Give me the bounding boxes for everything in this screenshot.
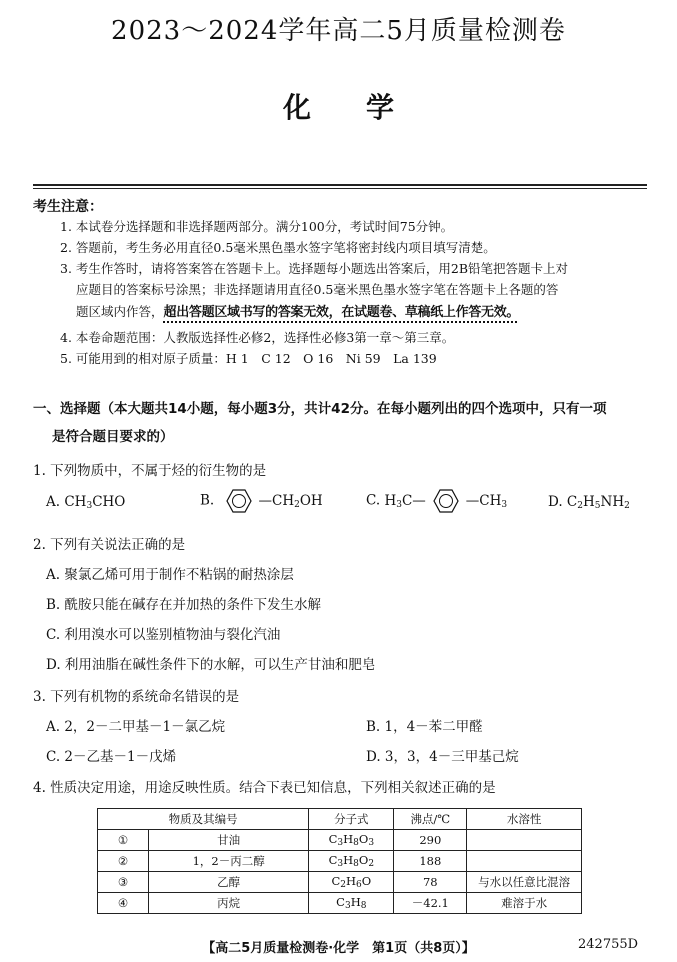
table-cell: $C_3H_8O_2$	[309, 851, 394, 872]
q1-option-c: C. $H_3C—$ $—CH_3$	[366, 486, 507, 516]
q1-option-d: D. $C_2H_5NH_2$	[548, 494, 630, 511]
q3-option-b: B. 1，4－苯二甲醛	[366, 719, 483, 735]
table-header: 水溶性	[467, 809, 582, 830]
table-cell: $C_2H_6O$	[309, 872, 394, 893]
table-row	[98, 872, 582, 893]
table-cell: 难溶于水	[467, 893, 582, 914]
table-cell: 290	[394, 830, 467, 851]
exam-title: 2023～2024学年高二5月质量检测卷	[111, 16, 566, 46]
table-row	[98, 893, 582, 914]
q1-option-a: A. $CH_3CHO$	[46, 494, 126, 511]
notice-item: 1. 本试卷分选择题和非选择题两部分。满分100分，考试时间75分钟。	[60, 219, 454, 234]
question-2-stem: 2. 下列有关说法正确的是	[33, 537, 186, 553]
table-cell: ①	[98, 830, 149, 851]
properties-table	[97, 808, 582, 914]
table-cell: ③	[98, 872, 149, 893]
table-cell: ②	[98, 851, 149, 872]
table-header: 沸点/℃	[394, 809, 467, 830]
q3-option-d: D. 3，3，4－三甲基己烷	[366, 749, 519, 765]
table-header-row	[98, 809, 582, 830]
notice-item: 2. 答题前，考生务必用直径0.5毫米黑色墨水签字笔将密封线内项目填写清楚。	[60, 240, 496, 255]
question-1-stem: 1. 下列物质中，不属于烃的衍生物的是	[33, 463, 267, 479]
table-row	[98, 851, 582, 872]
q3-option-a: A. 2，2－二甲基－1－氯乙烷	[46, 719, 226, 735]
section-heading: 一、选择题（本大题共14小题，每小题3分，共计42分。在每小题列出的四个选项中，只有一项	[33, 401, 607, 417]
table-header: 物质及其编号	[98, 809, 309, 830]
notice-item	[76, 301, 666, 323]
table-cell	[467, 851, 582, 872]
notice-item: 3. 考生作答时，请将答案答在答题卡上。选择题每小题选出答案后，用2B铅笔把答题卡上对	[60, 261, 569, 276]
notice-heading: 考生注意：	[33, 199, 103, 215]
q2-option-c: C. 利用溴水可以鉴别植物油与裂化汽油	[46, 627, 281, 643]
table-cell: 188	[394, 851, 467, 872]
divider-thin	[33, 188, 647, 189]
notice-item-text: 题区域内作答，	[76, 304, 164, 319]
question-3-stem: 3. 下列有机物的系统命名错误的是	[33, 689, 240, 705]
question-4-stem: 4. 性质决定用途，用途反映性质。结合下表已知信息，下列相关叙述正确的是	[33, 780, 496, 796]
benzene-ring-icon	[426, 486, 466, 516]
subject-title: 化学	[282, 91, 449, 124]
q2-option-a: A. 聚氯乙烯可用于制作不粘锅的耐热涂层	[46, 567, 294, 583]
table-cell: 78	[394, 872, 467, 893]
q1-option-b: B. $—CH_2OH$	[200, 486, 323, 516]
q2-option-b: B. 酰胺只能在碱存在并加热的条件下发生水解	[46, 597, 322, 613]
notice-item: 应题目的答案标号涂黑；非选择题请用直径0.5毫米黑色墨水签字笔在答题卡上各题的答	[76, 282, 559, 297]
section-heading-cont: 是符合题目要求的）	[52, 429, 174, 445]
notice-item: 5. 可能用到的相对原子质量：H 1 C 12 O 16 Ni 59 La 139	[60, 351, 437, 366]
exam-code: 242755D	[578, 937, 639, 952]
table-cell: 丙烷	[149, 893, 309, 914]
notice-item: 4. 本卷命题范围：人教版选择性必修2，选择性必修3第一章～第三章。	[60, 330, 455, 345]
table-cell	[467, 830, 582, 851]
table-row	[98, 830, 582, 851]
q2-option-d: D. 利用油脂在碱性条件下的水解，可以生产甘油和肥皂	[46, 657, 376, 673]
table-header: 分子式	[309, 809, 394, 830]
table-cell: －42.1	[394, 893, 467, 914]
q3-option-c: C. 2－乙基－1－戊烯	[46, 749, 177, 765]
table-cell: 甘油	[149, 830, 309, 851]
table-cell: 1，2－丙二醇	[149, 851, 309, 872]
table-cell: ④	[98, 893, 149, 914]
notice-emphasis: 超出答题区域书写的答案无效，在试题卷、草稿纸上作答无效。	[163, 305, 520, 320]
table-cell: 乙醇	[149, 872, 309, 893]
table-cell: $C_3H_8$	[309, 893, 394, 914]
divider-thick	[33, 184, 647, 186]
table-cell: 与水以任意比混溶	[467, 872, 582, 893]
table-cell: $C_3H_8O_3$	[309, 830, 394, 851]
benzene-ring-icon	[219, 486, 259, 516]
page-footer: 【高二5月质量检测卷·化学 第1页（共8页）】	[202, 941, 475, 956]
